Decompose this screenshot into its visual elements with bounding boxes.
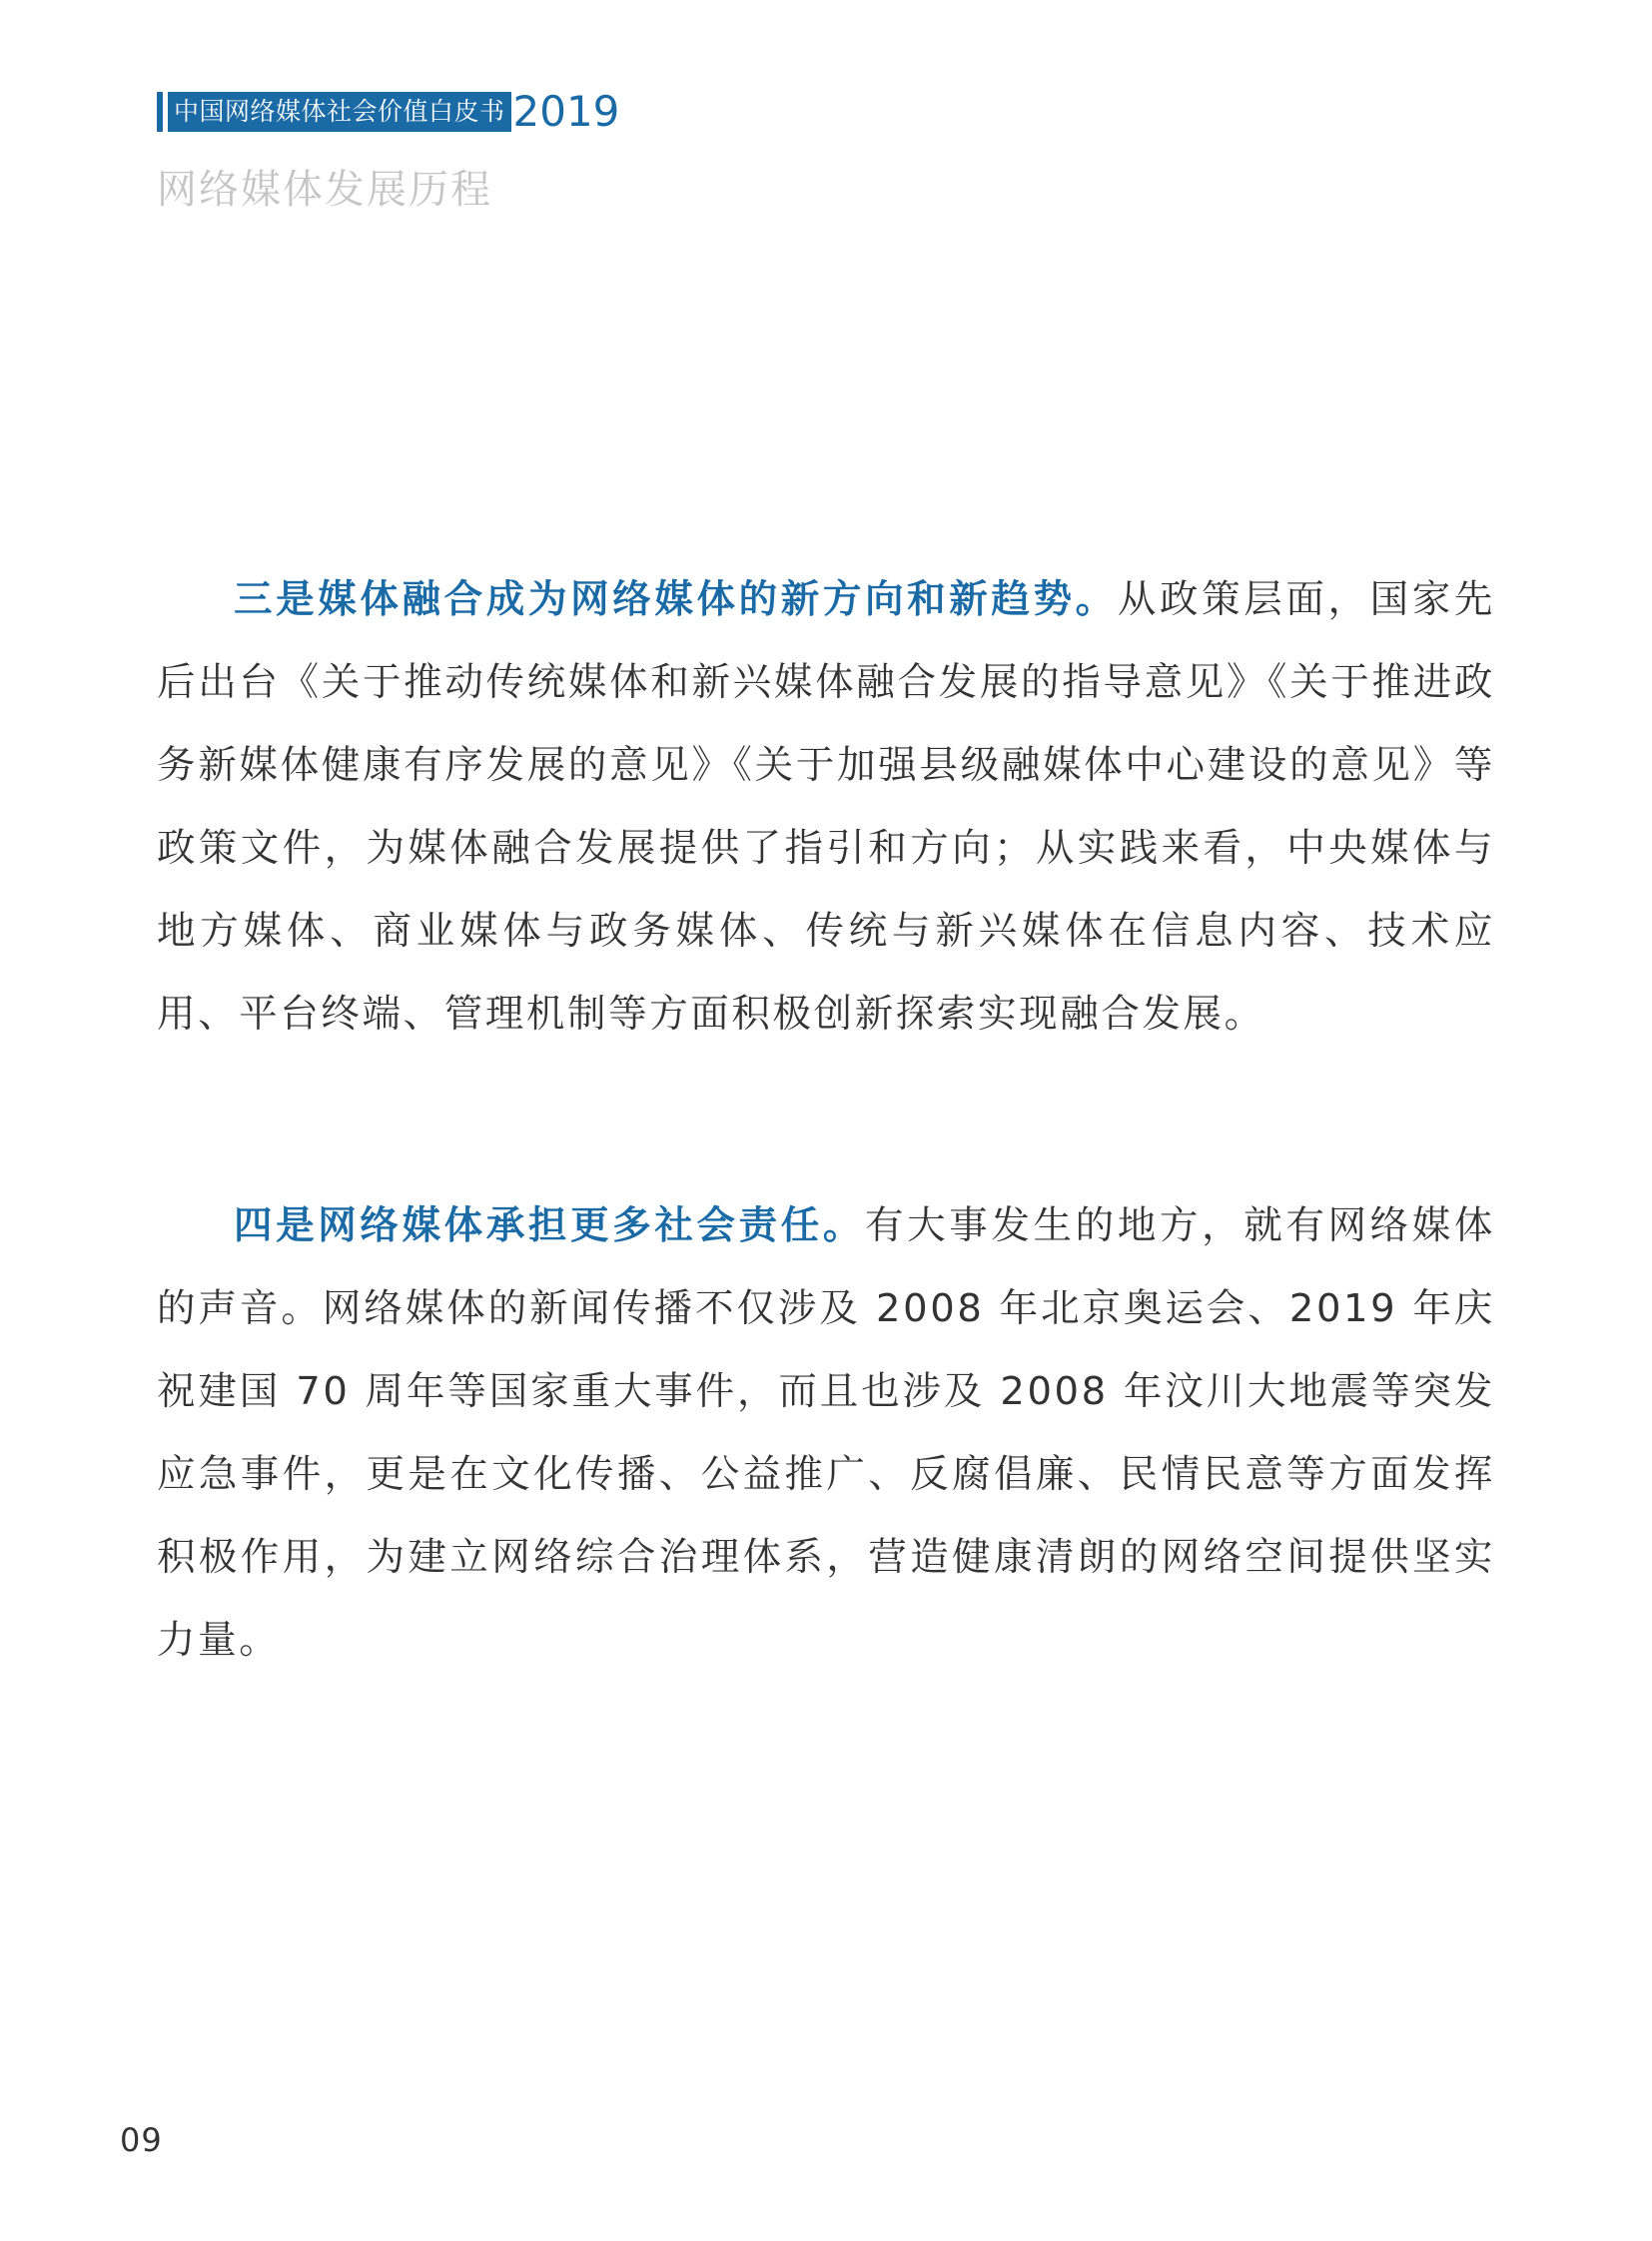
paragraph-body: 有大事发生的地方，就有网络媒体的声音。网络媒体的新闻传播不仅涉及 2008 年北京奥运会、2019 年庆祝建国 70 周年等国家重大事件，而且也涉及 2008 年汶川大地震等突发应急事件，更是在文化传播、公益推广、反腐倡廉、民情民意等方面发挥积极作用，为建立网络综合治理体系，营造健康清朗的网络空间提供坚实力量。 xyxy=(157,1203,1495,1663)
paragraph-social-responsibility xyxy=(157,1184,1495,1682)
header-accent-bar xyxy=(157,92,163,132)
paragraph-lead: 四是网络媒体承担更多社会责任。 xyxy=(234,1203,866,1248)
header-year: 2019 xyxy=(512,87,620,136)
running-header xyxy=(157,87,620,136)
section-title: 网络媒体发展历程 xyxy=(157,167,492,213)
header-badge: 中国网络媒体社会价值白皮书 xyxy=(168,92,511,132)
paragraph-lead: 三是媒体融合成为网络媒体的新方向和新趋势。 xyxy=(234,577,1118,622)
paragraph-media-convergence xyxy=(157,558,1495,1056)
paragraph-body: 从政策层面，国家先后出台《关于推动传统媒体和新兴媒体融合发展的指导意见》《关于推进政务新媒体健康有序发展的意见》《关于加强县级融媒体中心建设的意见》等政策文件，为媒体融合发展提供了指引和方向；从实践来看，中央媒体与地方媒体、商业媒体与政务媒体、传统与新兴媒体在信息内容、技术应用、平台终端、管理机制等方面积极创新探索实现融合发展。 xyxy=(157,577,1496,1037)
page-number: 09 xyxy=(120,2121,163,2159)
